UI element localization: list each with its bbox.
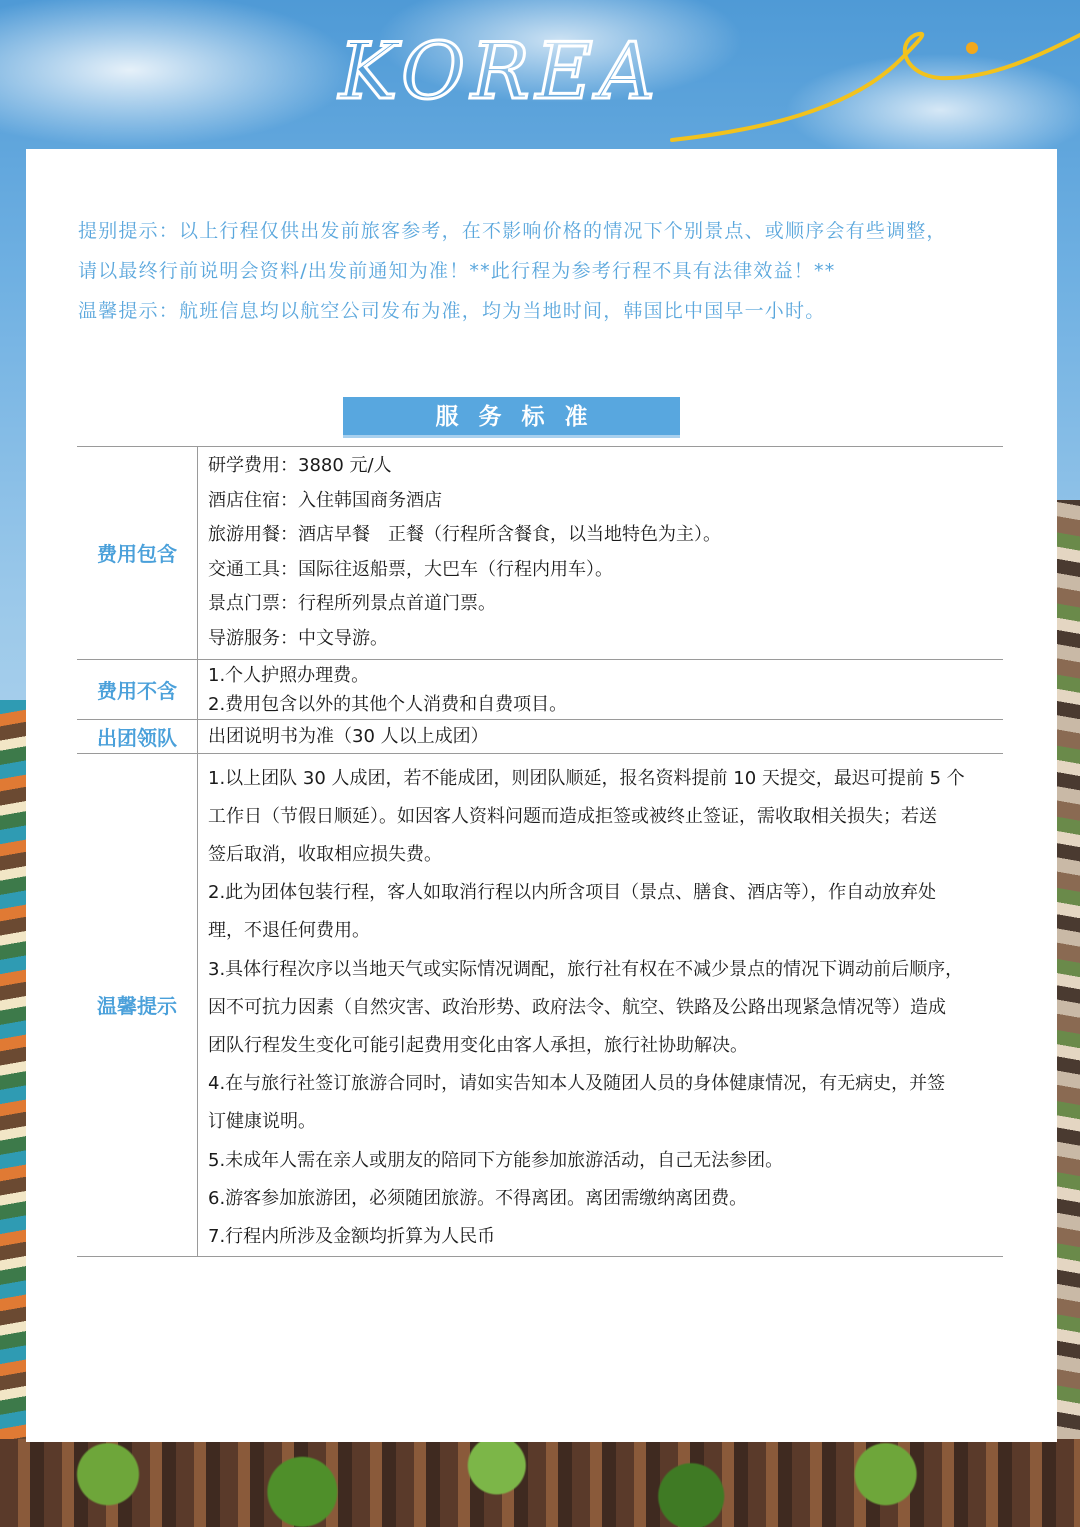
content-line: 2.费用包含以外的其他个人消费和自费项目。 [208,693,568,715]
content-line: 理，不退任何费用。 [208,920,370,942]
row-content [198,659,1004,719]
row-label: 温馨提示 [77,753,198,1257]
table-row-leader [77,719,1003,753]
section-title: 服务标准 [343,397,680,438]
table-row-tips [77,753,1003,1257]
content-line: 出团说明书为准（30 人以上成团） [208,725,489,747]
content-line: 研学费用：3880 元/人 [208,455,392,476]
row-content [198,719,1004,753]
content-line: 1.以上团队 30 人成团，若不能成团，则团队顺延，报名资料提前 10 天提交，最迟可提前 5 个 [208,767,965,789]
content-line: 导游服务：中文导游。 [208,627,388,649]
content-line: 5.未成年人需在亲人或朋友的陪同下方能参加旅游活动，自己无法参团。 [208,1149,784,1171]
content-line: 景点门票：行程所列景点首道门票。 [208,593,496,615]
row-label: 出团领队 [77,719,198,753]
content-line: 旅游用餐：酒店早餐 正餐（行程所含餐食，以当地特色为主）。 [208,524,721,546]
table-row-exclude [77,659,1003,719]
content-line: 团队行程发生变化可能引起费用变化由客人承担，旅行社协助解决。 [208,1034,748,1056]
korea-logo [0,0,1080,150]
service-standard-table [77,446,1003,1257]
content-line: 订健康说明。 [208,1111,316,1133]
row-label: 费用包含 [77,447,198,660]
content-line: 1.个人护照办理费。 [208,664,370,686]
row-content [198,447,1004,660]
row-label: 费用不含 [77,659,198,719]
notice-line: 提别提示：以上行程仅供出发前旅客参考，在不影响价格的情况下个别景点、或顺序会有些调整， [78,220,947,242]
content-line: 7.行程内所涉及金额均折算为人民币 [208,1226,496,1247]
row-content [198,753,1004,1257]
content-line: 工作日（节假日顺延）。如因客人资料问题而造成拒签或被终止签证，需收取相关损失；若送 [208,805,937,827]
content-line: 交通工具：国际往返船票，大巴车（行程内用车）。 [208,558,613,580]
notice-line: 温馨提示：航班信息均以航空公司发布为准，均为当地时间，韩国比中国早一小时。 [78,300,826,322]
content-line: 4.在与旅行社签订旅游合同时，请如实告知本人及随团人员的身体健康情况，有无病史，并签 [208,1073,946,1095]
content-line: 签后取消，收取相应损失费。 [208,843,442,865]
notice-line: 请以最终行前说明会资料/出发前通知为准！**此行程为参考行程不具有法律效益！** [78,260,836,282]
content-line: 3.具体行程次序以当地天气或实际情况调配，旅行社有权在不减少景点的情况下调动前后顺序， [208,958,964,980]
landscape-art-bottom [0,1439,1080,1527]
logo-text: KOREA [338,27,662,117]
content-card [26,149,1057,1442]
content-line: 酒店住宿：入住韩国商务酒店 [208,489,442,511]
landscape-art-right [1054,500,1080,1527]
content-line: 2.此为团体包装行程，客人如取消行程以内所含项目（景点、膳食、酒店等），作自动放弃处 [208,882,937,904]
table-row-include [77,447,1003,660]
content-line: 6.游客参加旅游团，必须随团旅游。不得离团。离团需缴纳离团费。 [208,1187,748,1209]
notice-block [78,211,1018,331]
content-line: 因不可抗力因素（自然灾害、政治形势、政府法令、航空、铁路及公路出现紧急情况等）造成 [208,996,946,1018]
